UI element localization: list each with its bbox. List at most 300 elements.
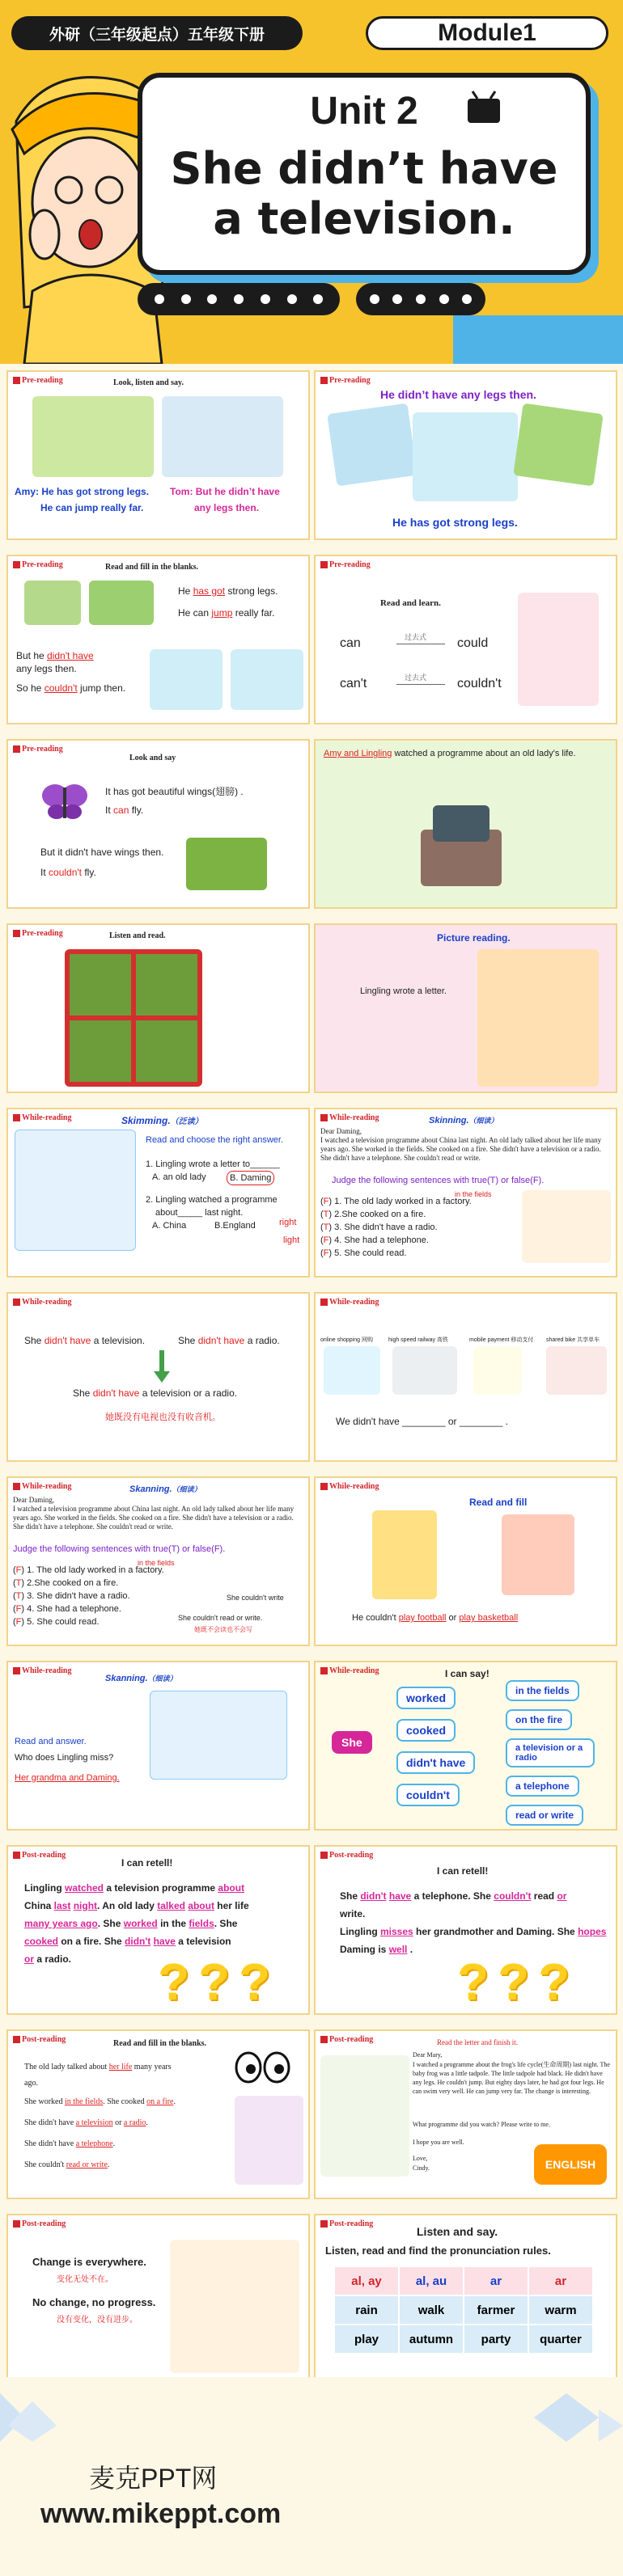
line-text: . — [173, 2097, 176, 2106]
answer-word: couldn't — [494, 1890, 532, 1902]
table-cell: autumn — [399, 2325, 464, 2354]
retell-line — [24, 1932, 303, 1950]
motto-2: No change, no progress. — [32, 2296, 156, 2308]
slide-post-reading-6 — [314, 2214, 617, 2384]
slide-heading: Read and learn. — [380, 598, 441, 608]
verb-didnt-have: didn't have — [396, 1751, 475, 1774]
tag-icon — [13, 930, 20, 937]
frog-thumb-1 — [24, 581, 81, 625]
judge-item: (F) 4. She had a telephone. — [13, 1604, 121, 1614]
tag-icon — [13, 1852, 20, 1859]
pronunciation-table — [333, 2266, 594, 2354]
judge-item: (F) 1. The old lady worked in a factory. — [13, 1565, 164, 1575]
light-word: light — [283, 1235, 300, 1245]
judge-item: (F) 4. She had a telephone. — [320, 1235, 429, 1245]
slide-tag: While-reading — [320, 1482, 379, 1491]
tag-icon — [320, 1667, 328, 1674]
slide-while-reading-6 — [314, 1476, 617, 1646]
line-text: . She — [97, 1918, 124, 1929]
tag-icon — [13, 745, 20, 753]
title-card — [138, 73, 591, 275]
girl-writing-picture — [477, 949, 599, 1087]
slide-heading: I can say! — [445, 1668, 490, 1679]
question-mark: ? — [498, 1953, 530, 2011]
line-text: . — [407, 1944, 413, 1955]
bottom-caption: He has got strong legs. — [392, 516, 518, 529]
answer-word: many years ago — [24, 1918, 98, 1929]
tag-icon — [320, 1852, 328, 1859]
letter-question: What programme did you watch? Please write to me. — [413, 2121, 550, 2128]
lesson-title-line1: She didn’t have — [170, 143, 558, 194]
letter-thumbnail — [15, 1130, 136, 1251]
line-text: The old lady talked about — [24, 2063, 109, 2071]
chinese-translation: 她既没有电视也没有收音机。 — [105, 1413, 221, 1422]
line-text: her grandmother and Daming. She — [413, 1926, 578, 1937]
tag-icon — [13, 1483, 20, 1490]
slide-tv-scene — [314, 739, 617, 909]
question-mark: ? — [198, 1953, 231, 2011]
slide-while-reading-4 — [314, 1292, 617, 1462]
answer-word: about — [188, 1900, 214, 1911]
answer-word: didn't — [360, 1890, 387, 1902]
answer-word: fields — [189, 1918, 214, 1929]
judge-list — [13, 1564, 175, 1628]
line-text: or — [112, 2118, 124, 2127]
label-online-shopping: online shopping 网购 — [320, 1337, 373, 1343]
fill-line — [24, 2076, 235, 2092]
question: Who does Lingling miss? — [15, 1753, 114, 1763]
letter-text: Dear Daming, I watched a television programme about China last night. An old lady talked about her life many years ago. She worked in the fields. She cooked on a fire. She didn't have a television or a radio. She didn't have a telephone. She couldn't read or write. — [320, 1127, 602, 1162]
line-text: Lingling — [340, 1926, 380, 1937]
retell-line — [24, 1879, 303, 1897]
slide-post-reading-3 — [6, 2029, 310, 2199]
slide-heading: Listen and say. — [417, 2225, 498, 2238]
slide-tag: Post-reading — [13, 2219, 66, 2228]
answer-word: last — [53, 1900, 71, 1911]
slide-post-reading-4 — [314, 2029, 617, 2199]
tag-icon — [13, 1299, 20, 1306]
slide-while-reading-3 — [6, 1292, 310, 1462]
slide-tag: While-reading — [13, 1113, 71, 1122]
slide-tag: While-reading — [13, 1298, 71, 1307]
she-token: She — [332, 1731, 372, 1754]
answer-word: have — [153, 1936, 176, 1947]
slide-tag: While-reading — [13, 1666, 71, 1675]
slide-pre-reading-6 — [6, 923, 310, 1093]
fill-line — [24, 2092, 235, 2113]
slide-tag: While-reading — [320, 1113, 379, 1122]
verb-cooked: cooked — [396, 1719, 456, 1742]
publisher-label: 外研（三年级起点）五年级下册 — [11, 16, 303, 50]
question-1: 1. Lingling wrote a letter to______ — [146, 1159, 280, 1169]
frog-picture — [513, 403, 604, 486]
tag-icon — [320, 1483, 328, 1490]
footer-brand: 麦克PPT网 — [89, 2464, 218, 2493]
line-text: She didn't have — [24, 2139, 76, 2148]
line-text: a telephone. She — [411, 1890, 494, 1902]
motto-1-cn: 变化无处不在。 — [57, 2275, 113, 2284]
television-icon — [466, 91, 502, 126]
baby-picture — [502, 1514, 574, 1595]
retell-line — [340, 1923, 615, 1940]
tom-line: Tom: But he didn’t have — [170, 486, 280, 497]
slide-tag: Pre-reading — [13, 745, 63, 754]
grandma-picture — [235, 2096, 303, 2185]
line-text: on a fire. She — [58, 1936, 125, 1947]
retell-line — [340, 1905, 615, 1923]
line-text: . An old lady — [97, 1900, 158, 1911]
slide-tag: Pre-reading — [320, 376, 371, 385]
answer-word: a telephone — [75, 2139, 113, 2148]
letter-love: Love, — [413, 2155, 428, 2162]
obj-tv-radio: a television or a radio — [506, 1738, 595, 1767]
verb-couldnt: couldn't — [396, 1784, 460, 1806]
q1-option-a: A. an old lady — [152, 1172, 206, 1182]
word-could: could — [457, 636, 489, 650]
frog-picture-left — [32, 396, 154, 477]
tadpole-thumb-2 — [231, 649, 303, 710]
tag-icon — [320, 1299, 328, 1306]
dot-bar-left — [138, 283, 340, 315]
lesson-title — [142, 144, 586, 244]
label-bike: shared bike 共享单车 — [546, 1337, 600, 1343]
mode-label: Skanning.（细读） — [105, 1674, 177, 1683]
retell-line — [340, 1887, 615, 1905]
judge-item: (T) 3. She didn't have a radio. — [13, 1591, 130, 1601]
answer-word: read or write — [66, 2160, 108, 2169]
correction-note: in the fields — [138, 1559, 175, 1567]
field-worker-picture — [522, 1190, 611, 1263]
motto-1: Change is everywhere. — [32, 2256, 146, 2268]
judge-item: (T) 2.She cooked on a fire. — [320, 1210, 426, 1219]
slide-heading: I can retell! — [437, 1865, 489, 1877]
question-2: 2. Lingling watched a programme — [146, 1195, 278, 1205]
line-text: She worked — [24, 2097, 65, 2106]
couldnt-fly-line: It couldn't fly. — [40, 867, 96, 878]
answer-word: a television — [75, 2118, 113, 2127]
line-text: Daming is — [340, 1944, 389, 1955]
table-cell: ar — [528, 2266, 593, 2295]
jump-line: He can jump really far. — [40, 502, 144, 513]
q1-option-b: B. Daming — [227, 1171, 274, 1185]
answer-word: a radio — [123, 2118, 146, 2127]
tadpole-picture — [327, 403, 417, 486]
answer: Her grandma and Daming. — [15, 1773, 120, 1783]
slide-heading: Read the letter and finish it. — [437, 2038, 518, 2046]
tag-icon — [13, 2220, 20, 2228]
line-text: She — [340, 1890, 361, 1902]
answer-word: worked — [123, 1918, 158, 1929]
slide-picture-reading — [314, 923, 617, 1093]
table-cell: party — [464, 2325, 528, 2354]
retell-line — [24, 1897, 303, 1915]
answer-word: didn't — [125, 1936, 151, 1947]
wings-line: It has got beautiful wings(翅膀) . — [105, 786, 244, 797]
answer-word: misses — [380, 1926, 413, 1937]
answer-word: on a fire — [146, 2097, 174, 2106]
slide-tag: Pre-reading — [13, 560, 63, 569]
slide-tag: Pre-reading — [320, 560, 371, 569]
right-word: right — [279, 1218, 297, 1227]
table-header-row — [334, 2266, 593, 2295]
tag-icon — [320, 1114, 328, 1121]
tag-icon — [13, 377, 20, 384]
word-couldnt: couldn't — [457, 677, 502, 690]
diamond-decoration — [0, 2393, 623, 2442]
fill-line — [24, 2155, 235, 2176]
retell-line — [24, 1915, 303, 1932]
slide-post-reading-1 — [6, 1845, 310, 2015]
slide-tag: Pre-reading — [13, 929, 63, 938]
table-cell: rain — [334, 2295, 399, 2325]
slide-heading: I can retell! — [121, 1857, 173, 1869]
slide-heading: Picture reading. — [437, 932, 511, 944]
judge-item: (T) 2.She cooked on a fire. — [13, 1578, 119, 1588]
girl-studying-picture — [170, 2240, 299, 2373]
line-text: Lingling — [24, 1882, 65, 1894]
word-can: can — [340, 636, 361, 650]
letter-signature: Cindy. — [413, 2164, 430, 2172]
slide-heading: Read and fill in the blanks. — [105, 563, 199, 572]
slide-tag: While-reading — [320, 1298, 379, 1307]
slide-tag: Post-reading — [320, 2035, 373, 2044]
line-text: a radio. — [34, 1953, 72, 1965]
amy-line: Amy: He has got strong legs. — [15, 486, 150, 497]
judge-item: (T) 3. She didn't have a radio. — [320, 1223, 438, 1232]
answer-word: well — [388, 1944, 408, 1955]
question-mark: ? — [538, 1953, 570, 2011]
judge-item: (F) 5. She could read. — [13, 1617, 100, 1627]
slide-while-reading-5 — [6, 1476, 310, 1646]
obj-fields: in the fields — [506, 1680, 579, 1701]
line-text: . — [146, 2118, 148, 2127]
tag-icon — [13, 1667, 20, 1674]
letter-text: Dear Daming, I watched a television programme about China last night. An old lady talked about her life many years ago. She worked in the fields. She cooked on a fire. She didn't have a television or a radio. She didn't have a telephone. She couldn't read or write. — [13, 1496, 295, 1531]
phone-picture — [473, 1346, 522, 1395]
slide-pre-reading-3 — [6, 555, 310, 724]
slide-heading: Read and fill — [469, 1497, 528, 1508]
slide-pre-reading-5 — [6, 739, 310, 909]
question-mark: ? — [239, 1953, 271, 2011]
slide-post-reading-2 — [314, 1845, 617, 2015]
answer-word: night — [73, 1900, 98, 1911]
note-cn: 她既不会读也不会写 — [194, 1626, 252, 1633]
judge-instruction: Judge the following sentences with true(T) or false(F). — [332, 1176, 545, 1185]
question-2-cont: about_____ last night. — [155, 1208, 244, 1218]
question-mark: ? — [457, 1953, 490, 2011]
mode-label: Skimming.（泛读） — [121, 1115, 203, 1126]
slide-while-reading-1 — [6, 1108, 310, 1277]
arrow-line-2 — [396, 684, 445, 685]
we-didnt-have-line: We didn't have ________ or ________ . — [336, 1416, 508, 1427]
note-read-write: She couldn't read or write. — [178, 1614, 263, 1622]
answer-word: or — [557, 1890, 567, 1902]
line-text: . She — [214, 1918, 238, 1929]
line-text: write. — [340, 1908, 366, 1919]
fill-line — [24, 2134, 235, 2155]
footer-url[interactable]: www.mikeppt.com — [40, 2498, 282, 2529]
footer — [0, 2377, 623, 2576]
line-text: a television — [175, 1936, 231, 1947]
word-cant: can't — [340, 677, 367, 690]
slide-tag: Post-reading — [320, 2219, 373, 2228]
programme-line: Amy and Lingling watched a programme about an old lady's life. — [324, 749, 576, 758]
answer-word: cooked — [24, 1936, 59, 1947]
line-text: . — [107, 2160, 110, 2169]
radio-line: She didn't have a radio. — [178, 1335, 280, 1346]
table-cell: al, ay — [334, 2266, 399, 2295]
fill-line-2: He can jump really far. — [178, 607, 275, 619]
television-picture — [433, 805, 490, 842]
window-frame-h — [70, 1016, 197, 1020]
fill-text — [24, 2059, 235, 2176]
slide-heading: Listen and read. — [109, 931, 166, 940]
verb-worked: worked — [396, 1687, 456, 1709]
table-row — [334, 2295, 593, 2325]
no-wings-line: But it didn't have wings then. — [40, 847, 164, 858]
obj-telephone: a telephone — [506, 1776, 579, 1797]
retell-text — [340, 1887, 615, 1958]
fill-line-1: He has got strong legs. — [178, 585, 278, 597]
line-text: China — [24, 1900, 54, 1911]
question-mark: ? — [158, 1953, 190, 2011]
line-text: many years — [132, 2063, 172, 2071]
slide-i-can-say — [314, 1661, 617, 1831]
slide-tag: While-reading — [320, 1666, 379, 1675]
slide-subheading: Listen, read and find the pronunciation rules. — [325, 2244, 551, 2257]
q2-option-b: B.England — [214, 1221, 256, 1231]
table-cell: al, au — [399, 2266, 464, 2295]
slide-pre-reading-4 — [314, 555, 617, 724]
line-text: She couldn't — [24, 2160, 66, 2169]
girl-reading-picture — [518, 593, 599, 706]
bike-picture — [546, 1346, 607, 1395]
slide-tag: Post-reading — [320, 1851, 373, 1860]
line-text: read — [531, 1890, 557, 1902]
combined-line: She didn't have a television or a radio. — [73, 1387, 238, 1399]
letter-thumbnail — [150, 1691, 287, 1780]
lesson-title-line2: a television. — [213, 193, 515, 244]
slide-pre-reading-1 — [6, 370, 310, 540]
judge-item: (F) 1. The old lady worked in a factory. — [320, 1197, 472, 1206]
slide-tag: Post-reading — [13, 1851, 66, 1860]
tag-icon — [13, 2036, 20, 2043]
down-arrow-icon — [154, 1350, 170, 1383]
couldnt-play-line: He couldn't play football or play basketball — [352, 1613, 519, 1623]
line-text: . — [112, 2139, 116, 2148]
fill-line — [24, 2059, 235, 2076]
answer-word: in the fields — [65, 2097, 104, 2106]
frog-cycle-picture — [320, 2055, 409, 2177]
tag-icon — [13, 561, 20, 568]
train-picture — [392, 1346, 457, 1395]
slide-pre-reading-2 — [314, 370, 617, 540]
tv-line: She didn't have a television. — [24, 1335, 146, 1346]
shopping-picture — [324, 1346, 380, 1395]
slide-tag: While-reading — [13, 1482, 71, 1491]
slide-heading: Look and say — [129, 754, 176, 762]
obj-read-write: read or write — [506, 1805, 583, 1826]
line-text: her life — [214, 1900, 249, 1911]
line-text: . She cooked — [103, 2097, 147, 2106]
label-railway: high speed railway 高铁 — [388, 1337, 448, 1343]
slide-while-reading-7 — [6, 1661, 310, 1831]
table-cell: walk — [399, 2295, 464, 2325]
slide-tag: Pre-reading — [13, 376, 63, 385]
read-answer: Read and answer. — [15, 1737, 87, 1746]
mode-label: Skanning.（细读） — [129, 1484, 201, 1494]
dot-bar-right — [356, 283, 485, 315]
answer-word: have — [388, 1890, 412, 1902]
frog-picture-right — [162, 396, 283, 477]
line-text: ago. — [24, 2079, 38, 2088]
table-cell: warm — [528, 2295, 593, 2325]
note-couldnt-write: She couldn't write — [227, 1594, 284, 1602]
instruction: Read and choose the right answer. — [146, 1135, 284, 1145]
tag-icon — [13, 1114, 20, 1121]
english-badge: ENGLISH — [534, 2144, 607, 2185]
slide-tag: Post-reading — [13, 2035, 66, 2044]
caterpillar-picture — [186, 838, 267, 890]
can-fly-line: It can fly. — [105, 804, 144, 816]
tag-icon — [320, 377, 328, 384]
cover-banner — [0, 0, 623, 364]
answer-word: hopes — [578, 1926, 607, 1937]
slide-heading: Look, listen and say. — [113, 378, 184, 387]
froglet-picture — [413, 412, 518, 501]
line-text: She didn't have — [24, 2118, 76, 2127]
table-row — [334, 2325, 593, 2354]
correction-note: in the fields — [455, 1190, 492, 1198]
letter-caption: Lingling wrote a letter. — [360, 986, 447, 996]
table-cell: ar — [464, 2266, 528, 2295]
slide-heading: Read and fill in the blanks. — [113, 2039, 207, 2048]
tag-icon — [320, 2036, 328, 2043]
fill-line — [24, 2113, 235, 2134]
judge-instruction: Judge the following sentences with true(T) or false(F). — [13, 1544, 226, 1554]
table-cell: farmer — [464, 2295, 528, 2325]
tag-icon — [320, 561, 328, 568]
answer-word: talked — [157, 1900, 185, 1911]
unit-title: Unit 2 — [310, 90, 418, 133]
judge-list — [320, 1195, 523, 1260]
letter-body: I watched a programme about the frog's life cycle(生命周期) last night. The baby frog was a little tadpole. The little tadpole had black. He didn't have any legs. He couldn't jump. But eighty days later, he had got four legs. He can swim very well. He can jump very far. The change is interesting. — [413, 2061, 610, 2095]
boy-picture — [372, 1510, 437, 1599]
motto-2-cn: 没有变化，没有进步。 — [57, 2316, 138, 2325]
table-cell: quarter — [528, 2325, 593, 2354]
past-label-1: 过去式 — [405, 633, 427, 641]
tom-line-2: any legs then. — [194, 502, 260, 513]
tadpole-thumb-1 — [150, 649, 222, 710]
obj-fire: on the fire — [506, 1709, 572, 1730]
slide-post-reading-5 — [6, 2214, 310, 2384]
line-text: in the — [157, 1918, 189, 1929]
judge-item: (F) 5. She could read. — [320, 1248, 407, 1258]
letter-greeting: Dear Mary, — [413, 2051, 443, 2059]
blue-accent — [453, 315, 623, 364]
fill-line-4: So he couldn't jump then. — [16, 682, 126, 694]
line-text: a television programme — [104, 1882, 218, 1894]
table-cell: play — [334, 2325, 399, 2354]
answer-word: about — [218, 1882, 245, 1894]
frog-thumb-2 — [89, 581, 154, 625]
fill-line-3: But he didn't have any legs then. — [16, 650, 94, 674]
letter-hope: I hope you are well. — [413, 2139, 464, 2146]
top-caption: He didn’t have any legs then. — [380, 388, 536, 401]
label-payment: mobile payment 移动支付 — [469, 1337, 534, 1343]
module-label: Module1 — [366, 16, 608, 50]
butterfly-icon — [40, 781, 89, 821]
